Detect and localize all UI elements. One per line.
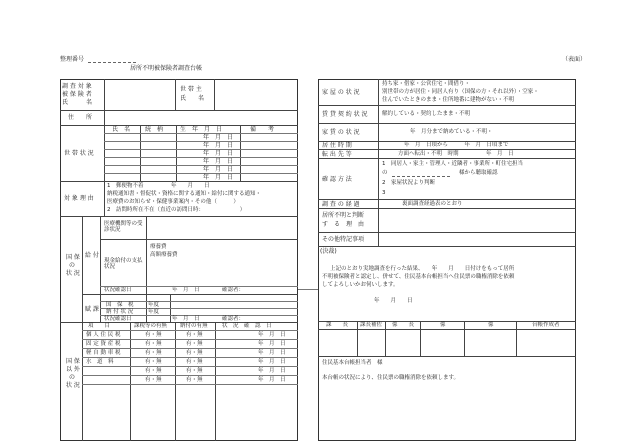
household-date-5: 年 月 日 (203, 166, 234, 173)
method-line-2: の 様から聴取確認 (382, 170, 498, 176)
lease-value: 解約している・契約したまま・不明 (382, 111, 471, 117)
other-pay-presence-4: 有・無 (186, 359, 203, 365)
decision-label: (決裁) (320, 248, 337, 255)
control-number-label: 整理番号 (60, 56, 85, 63)
other-pay-presence-3: 有・無 (186, 350, 203, 356)
residence-period-value: 年 月 日頃から 年 月 日頃まで (404, 142, 509, 148)
unknown-reason-label-1: 居所不明と判断 (322, 212, 365, 219)
decision-date: 年 月 日 (374, 298, 413, 304)
tax-confirmer: 確認者： (222, 316, 245, 322)
method-line-3: 2 家屋状況より判断 (382, 180, 435, 186)
other-item-vehicle-tax: 軽 自 動 車 税 (86, 350, 121, 356)
residence-period-label: 居 住 時 期 (322, 142, 352, 149)
other-tax-presence-4: 有・無 (145, 359, 162, 365)
other-tax-presence-6: 有・無 (145, 377, 162, 383)
other-header-item: 項 目 (88, 323, 111, 329)
rent-value: 年 月分まで納めている・不明・ (410, 129, 493, 135)
approval-header-staff-2: 係 (488, 322, 494, 328)
benefits-label: 給 付 (85, 252, 99, 259)
house-status-line-1: 持ち家・借家・公営住宅・間借り・ (382, 81, 471, 87)
other-confirm-date-4: 年 月 日 (258, 359, 286, 365)
approval-header-subsection-chief: 係 長 (392, 322, 415, 328)
cash-item-1: 療養費 (150, 244, 167, 250)
householder-label-1: 世 帯 主 (180, 86, 202, 93)
approval-header-assistant: 課長補佐 (360, 322, 383, 328)
unknown-reason-label-2: す る 理 由 (322, 221, 365, 228)
deletion-request-text: 本台帳の状況により、住民票の職権消除を依頼します。 (322, 375, 460, 381)
other-confirm-date-2: 年 月 日 (258, 341, 286, 347)
insurance-label-2: の (69, 262, 76, 269)
reason-line-1: 1 郵便物不着 年 月 日 (107, 183, 210, 189)
decision-text-1: 上記のとおり実地調査を行った結果、 年 月 日付けをもって居所 (330, 266, 515, 272)
other-notes-label: その他特記事項 (322, 236, 365, 243)
other-label-2: 以 外 (66, 366, 80, 373)
tax-label: 賦 課 (85, 306, 99, 313)
reason-line-4: 2 訪問時所在不在（直近の訪問日時： ） (107, 207, 246, 213)
reason-line-3: 医療費のお知らせ・保健事業案内・その他（ ） (107, 199, 239, 205)
decision-text-2: 不明被保険者と認定し、併せて、住民基本台帳担当へ住民票の職権消除を依頼 (322, 274, 515, 280)
other-pay-presence-1: 有・無 (186, 332, 203, 338)
tax-status-confirm: 状況確認日 (104, 316, 132, 322)
other-header-confirm-date: 状 況 確 認 日 (222, 323, 272, 329)
control-number-underline (88, 62, 136, 63)
other-pay-presence-2: 有・無 (186, 341, 203, 347)
household-header-name: 氏 名 (112, 126, 131, 133)
other-pay-presence-5: 有・無 (186, 368, 203, 374)
household-date-1: 年 月 日 (203, 134, 234, 141)
method-label: 確 認 方 法 (322, 176, 352, 183)
other-confirm-date-1: 年 月 日 (258, 332, 286, 338)
status-confirm-label: 状況確認日 (104, 287, 132, 293)
insurance-label-3: 状 況 (66, 270, 80, 277)
household-header-relation: 続 柄 (145, 126, 164, 133)
status-confirmer: 確認者： (222, 287, 245, 293)
lease-label: 賃 貸 契 約 状 況 (322, 111, 368, 118)
document-title: 居所不明被保険者調査台帳 (130, 65, 203, 72)
other-label-3: の (69, 374, 76, 381)
other-confirm-date-6: 年 月 日 (258, 377, 286, 383)
approval-header-ledger-creator: 台帳作成者 (532, 322, 560, 328)
other-item-resident-tax: 個 人 住 民 税 (86, 332, 121, 338)
investigation-value: 裏面調査経過表のとおり (402, 201, 463, 207)
medical-institutions-label: 医療機関等の受診状況 (104, 221, 143, 233)
house-status-line-3: 住んでいたときのまま・住所地番に建物がない・不明 (382, 97, 515, 103)
tax-year-2: 年度 (148, 309, 160, 315)
other-tax-presence-5: 有・無 (145, 368, 162, 374)
moved-to-value: 方面へ転出・不明 時期 年 月 日 (398, 151, 514, 157)
other-pay-presence-6: 有・無 (186, 377, 203, 383)
other-tax-presence-1: 有・無 (145, 332, 162, 338)
other-label-4: 状 況 (66, 382, 80, 389)
other-tax-presence-3: 有・無 (145, 350, 162, 356)
method-line-4: 3 (382, 190, 386, 196)
address-label: 住 所 (68, 114, 93, 121)
household-date-3: 年 月 日 (203, 150, 234, 157)
householder-label-2: 氏 名 (180, 95, 205, 102)
connector-line (298, 289, 318, 290)
reason-label: 対 象 理 由 (64, 195, 94, 202)
household-date-2: 年 月 日 (203, 142, 234, 149)
house-status-line-2: 別世帯の方が居住・同居人有り（国保の方・それ以外）・空家・ (382, 89, 539, 95)
other-header-taxation: 課税等の有無 (134, 323, 168, 329)
method-name-underline (392, 176, 450, 177)
residents-registry-recipient: 住民基本台帳担当者 様 (322, 360, 383, 366)
household-header-notes: 備 考 (250, 126, 275, 133)
subject-label-3: 氏 名 (62, 99, 93, 106)
decision-text-3: してよろしいかお伺いします。 (322, 282, 399, 288)
household-header-birthdate: 生 年 月 日 (180, 126, 223, 133)
status-confirm-date: 年 月 日 (172, 287, 200, 293)
other-tax-presence-2: 有・無 (145, 341, 162, 347)
tax-year-1: 年度 (148, 302, 160, 308)
moved-to-label: 転 出 先 等 (322, 151, 352, 158)
tax-row-national-health: 国 保 税 (106, 302, 134, 308)
subject-label-1: 調 査 対 象 (62, 83, 92, 90)
household-date-4: 年 月 日 (203, 158, 234, 165)
other-header-payment: 納付の有無 (180, 323, 208, 329)
house-status-label: 家 屋 の 状 況 (322, 89, 360, 96)
insurance-label-1: 国 保 (66, 254, 80, 261)
investigation-label: 調 査 の 経 過 (322, 201, 360, 208)
other-item-water: 水 道 料 (86, 359, 114, 365)
approval-header-staff-1: 係 (440, 322, 446, 328)
tax-row-payment: 納 付 状 況 (106, 309, 134, 315)
side-label: （表面） (562, 56, 587, 63)
household-date-6: 年 月 日 (203, 174, 234, 181)
cash-benefits-label: 現金給付の支払状況 (104, 258, 143, 270)
subject-label-2: 被 保 険 者 (62, 91, 92, 98)
method-line-1: 1 同居人・家主・管理人・近隣者・事業所・町住宅担当 (382, 161, 524, 167)
cash-item-2: 高額療養費 (150, 252, 178, 258)
tax-confirm-date: 年 月 日 (172, 316, 200, 322)
other-confirm-date-5: 年 月 日 (258, 368, 286, 374)
other-confirm-date-3: 年 月 日 (258, 350, 286, 356)
rent-label: 家 賃 の 状 況 (322, 129, 360, 136)
approval-header-section-chief: 課 長 (326, 322, 349, 328)
reason-line-2: 納税通知書・督促状・資格に関する通知・給付に関する通知・ (107, 191, 262, 197)
other-label-1: 国 保 (66, 358, 80, 365)
other-item-property-tax: 固 定 資 産 税 (86, 341, 121, 347)
household-label: 世 帯 状 況 (64, 150, 94, 157)
